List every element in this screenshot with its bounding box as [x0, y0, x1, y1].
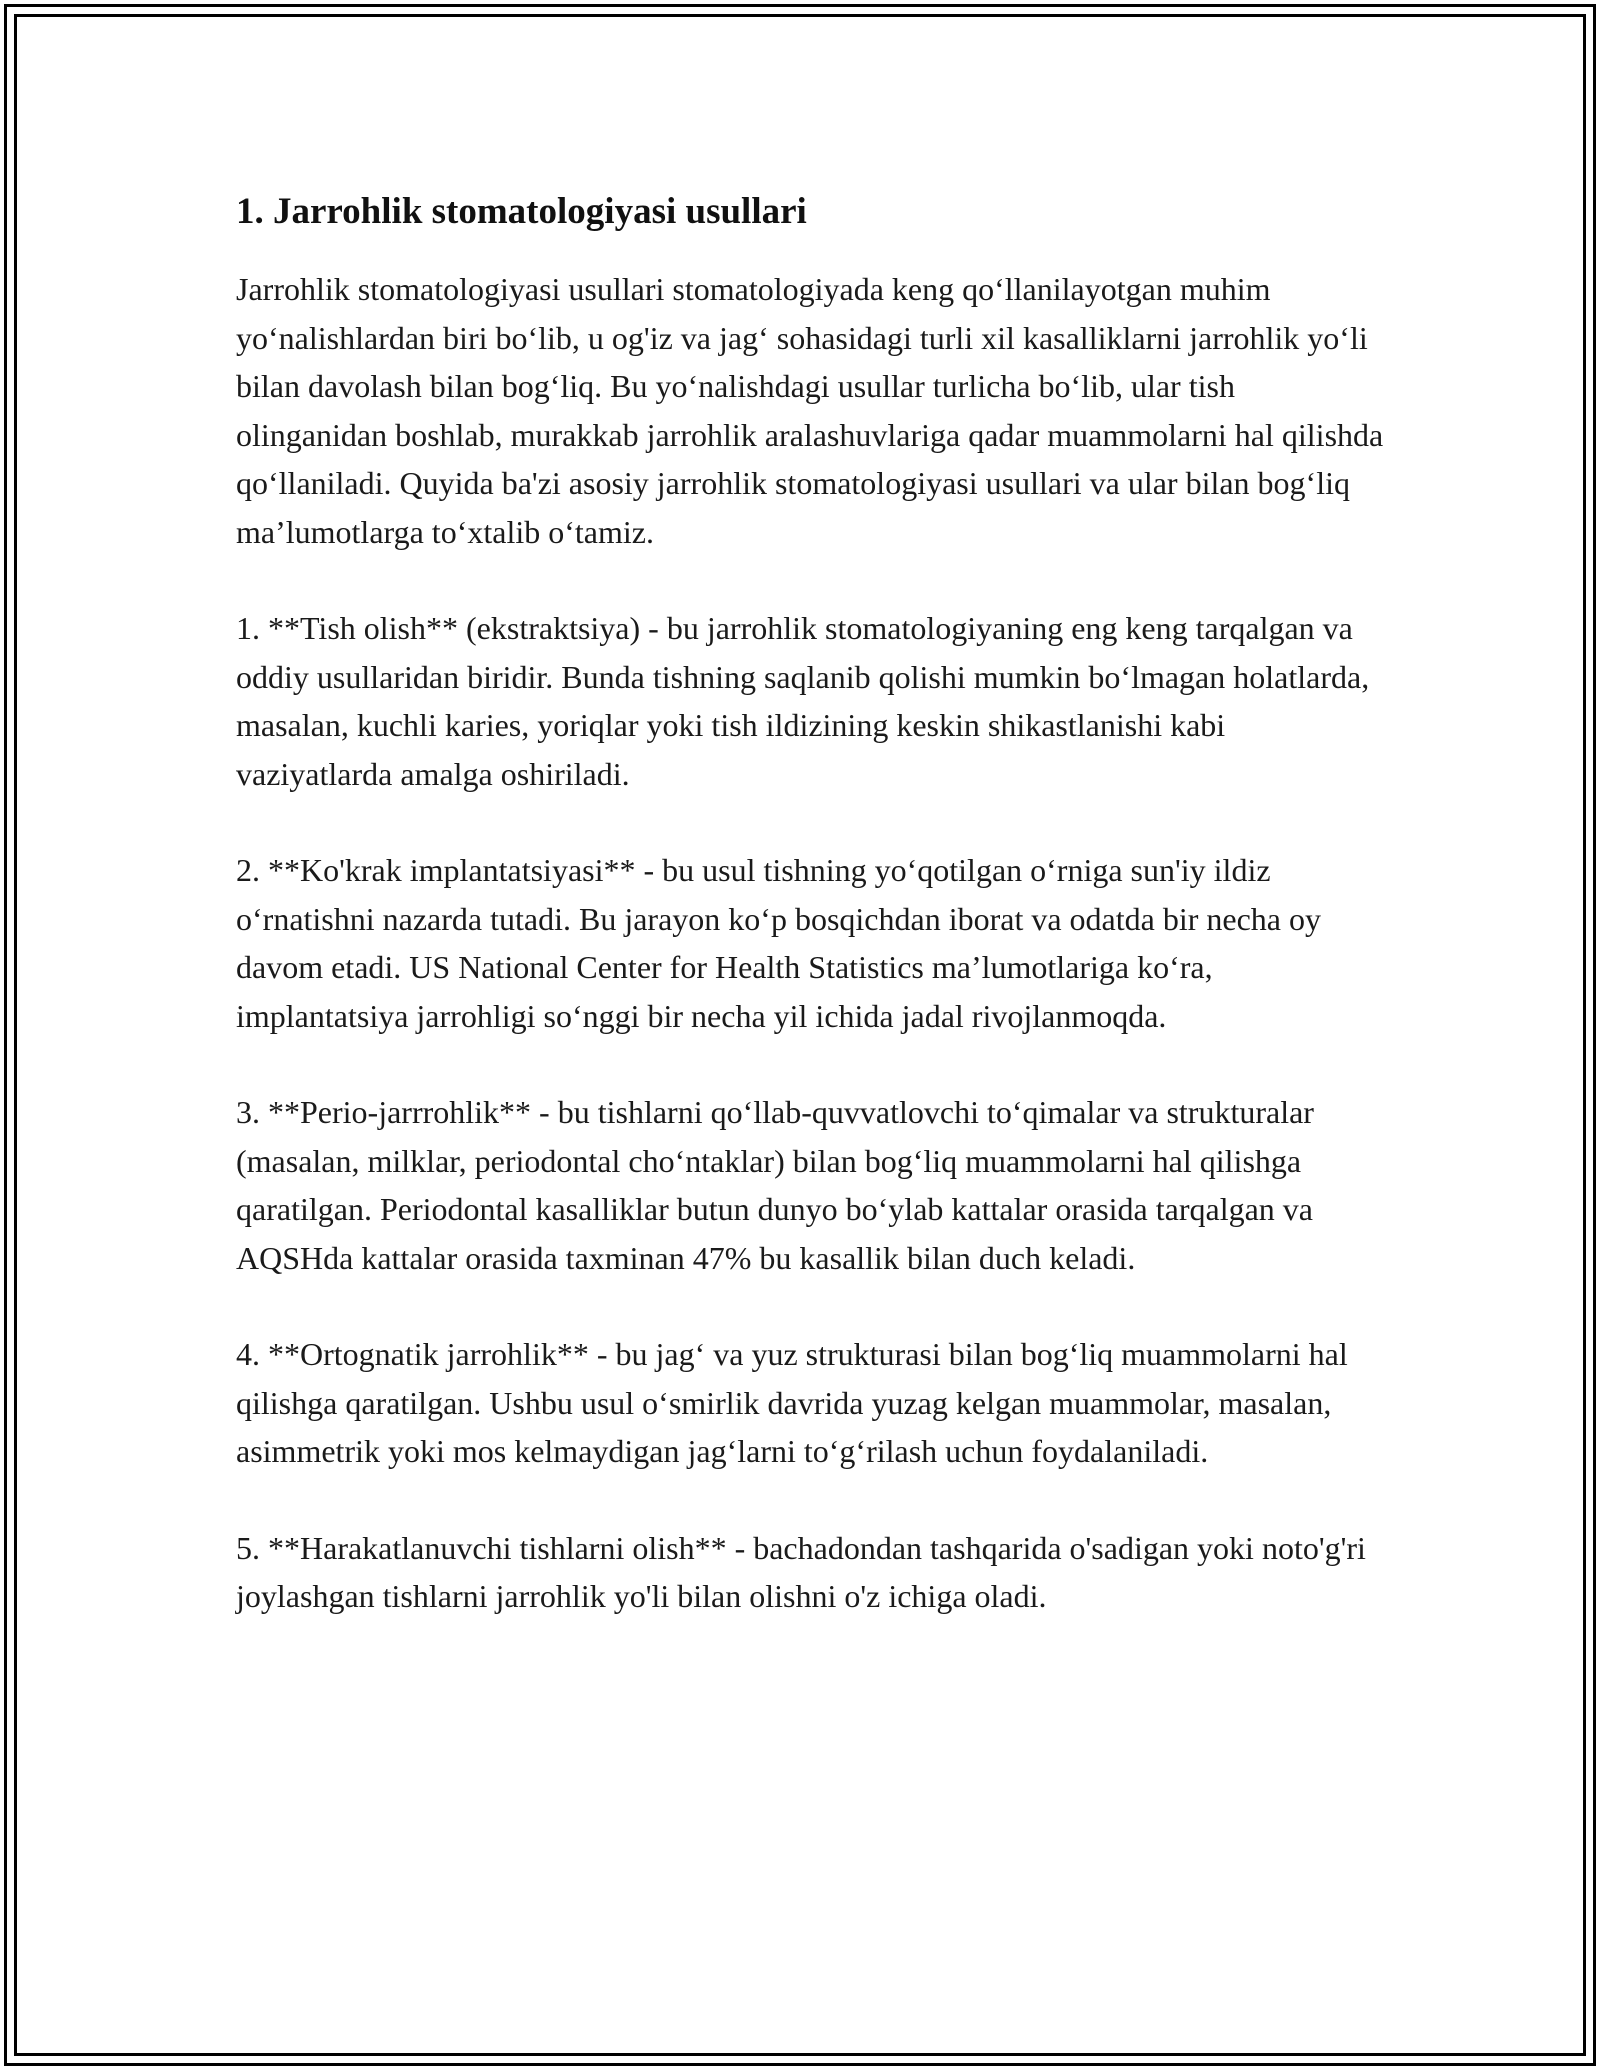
list-item-tooth-extraction: 1. **Tish olish** (ekstraktsiya) - bu jarrohlik stomatologiyaning eng keng tarqalgan va oddiy usullaridan biridir. Bunda tishning saqlanib qolishi mumkin boʻlmagan holatlarda, masalan, kuchli karies, yoriqlar yoki tish ildizining keskin shikastlanishi kabi vaziyatlarda amalga oshiriladi. [236, 610, 1370, 792]
list-item-perio-surgery: 3. **Perio-jarrrohlik** - bu tishlarni qoʻllab-quvvatlovchi toʻqimalar va strukturalar (masalan, milklar, periodontal choʻntaklar) bilan bogʻliq muammolarni hal qilishga qaratilgan. Periodontal kasalliklar butun dunyo boʻylab kattalar orasida tarqalgan va AQSHda kattalar orasida taxminan 47% bu kasallik bilan duch keladi. [236, 1094, 1314, 1276]
list-item-orthognathic-surgery: 4. **Ortognatik jarrohlik** - bu jagʻ va yuz strukturasi bilan bogʻliq muammolarni hal qilishga qaratilgan. Ushbu usul oʻsmirlik davrida yuzag kelgan muammolar, masalan, asimmetrik yoki mos kelmaydigan jagʻlarni toʻgʻrilash uchun foydalaniladi. [236, 1336, 1348, 1469]
document-body [236, 187, 1386, 1669]
list-item-implantation: 2. **Ko'krak implantatsiyasi** - bu usul tishning yoʻqotilgan oʻrniga sun'iy ildiz oʻrnatishni nazarda tutadi. Bu jarayon koʻp bosqichdan iborat va odatda bir necha oy davom etadi. US National Center for Health Statistics maʼlumotlariga koʻra, implantatsiya jarrohligi soʻnggi bir necha yil ichida jadal rivojlanmoqda. [236, 852, 1321, 1034]
intro-paragraph: Jarrohlik stomatologiyasi usullari stomatologiyada keng qoʻllanilayotgan muhim yoʻnalishlardan biri boʻlib, u og'iz va jagʻ sohasidagi turli xil kasalliklarni jarrohlik yoʻli bilan davolash bilan bogʻliq. Bu yoʻnalishdagi usullar turlicha boʻlib, ular tish olinganidan boshlab, murakkab jarrohlik aralashuvlariga qadar muammolarni hal qilishda qoʻllaniladi. Quyida ba'zi asosiy jarrohlik stomatologiyasi usullari va ular bilan bogʻliq maʼlumotlarga toʻxtalib oʻtamiz. [236, 271, 1384, 550]
list-item-tooth-removal: 5. **Harakatlanuvchi tishlarni olish** - bachadondan tashqarida o'sadigan yoki noto'g'ri joylashgan tishlarni jarrohlik yo'li bilan olishni o'z ichiga oladi. [236, 1529, 1366, 1614]
section-heading: 1. Jarrohlik stomatologiyasi usullari [236, 191, 807, 232]
